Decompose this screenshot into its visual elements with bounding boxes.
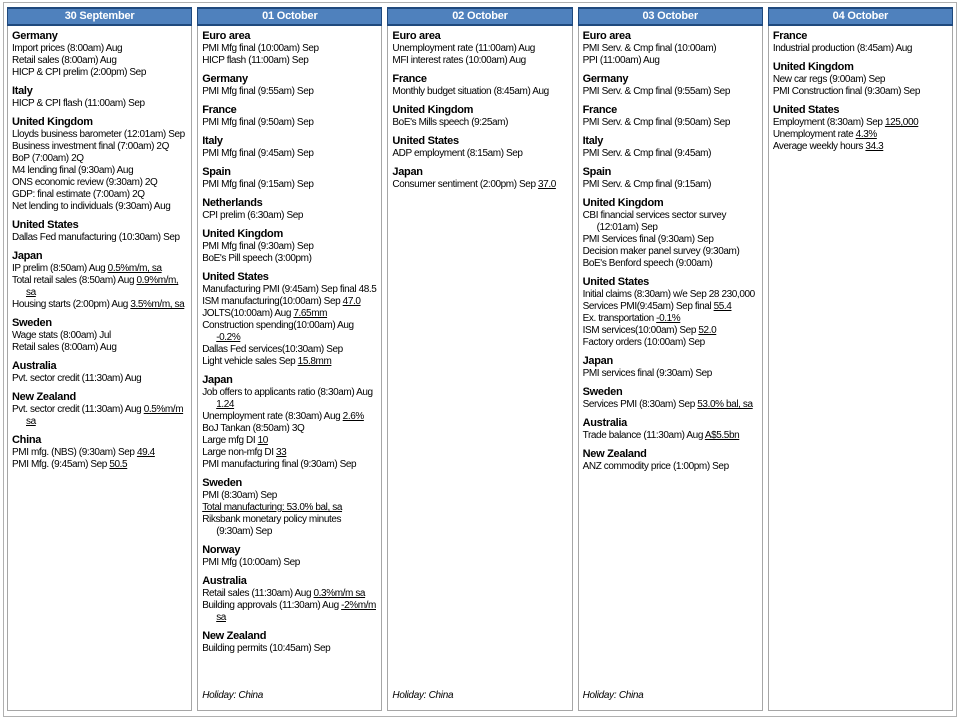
event-item: PMI Construction final (9:30am) Sep (772, 86, 920, 97)
event-value-underlined: 125,000 (884, 117, 919, 128)
event-item: ADP employment (8:15am) Sep (392, 148, 523, 159)
event-value-underlined: 47.0 (342, 296, 361, 307)
country-heading: Australia (582, 417, 627, 429)
event-item: PMI Mfg (10:00am) Sep (202, 557, 300, 568)
holiday-note: Holiday: China (582, 690, 644, 701)
event-value-underlined: -2%m/m sa (216, 600, 376, 623)
event-value-underlined: 3.5%m/m, sa (130, 299, 185, 310)
event-item: Dallas Fed manufacturing (10:30am) Sep (12, 232, 180, 243)
country-heading: Italy (582, 135, 604, 147)
event-item (202, 502, 378, 514)
day-header: 01 October (197, 7, 382, 26)
event-item: PMI Services final (9:30am) Sep (582, 234, 714, 245)
country-heading: Spain (202, 166, 231, 178)
event-item: ONS economic review (9:30am) 2Q (12, 177, 158, 188)
country-heading: New Zealand (582, 448, 647, 460)
country-section (12, 434, 188, 471)
country-section (392, 104, 568, 129)
event-item: IP prelim (8:50am) Aug 0.5%m/m, sa (12, 263, 162, 274)
event-value-underlined: 4.3% (855, 129, 877, 140)
country-section (12, 317, 188, 354)
event-item: JOLTS(10:00am) Aug 7.65mm (202, 308, 328, 319)
event-item: PMI Serv. & Cmp final (9:15am) (582, 179, 712, 190)
event-item: Industrial production (8:45am) Aug (772, 43, 913, 54)
country-section (202, 228, 378, 265)
event-value-underlined: 33 (276, 447, 287, 458)
country-section (583, 355, 759, 380)
country-section (202, 271, 378, 368)
day-column-5 (768, 7, 953, 711)
country-section (583, 276, 759, 349)
event-value-underlined: 7.65mm (293, 308, 328, 319)
event-item: Pvt. sector credit (11:30am) Aug 0.5%m/m sa (12, 404, 184, 427)
country-section (202, 477, 378, 538)
country-section (583, 166, 759, 191)
event-item: Monthly budget situation (8:45am) Aug (392, 86, 549, 97)
country-section (202, 544, 378, 569)
country-section (12, 116, 188, 213)
event-item: Job offers to applicants ratio (8:30am) Aug 1.24 (202, 387, 373, 410)
country-heading: Sweden (12, 317, 52, 329)
event-item: Unemployment rate (8:30am) Aug 2.6% (202, 411, 364, 422)
country-section (202, 630, 378, 655)
event-item: MFI interest rates (10:00am) Aug (392, 55, 526, 66)
event-value-underlined: 37.0 (538, 179, 556, 190)
country-heading: France (202, 104, 237, 116)
event-item: Large non-mfg DI 33 (202, 447, 287, 458)
country-section (202, 197, 378, 222)
day-body (7, 26, 192, 711)
country-heading: Germany (202, 73, 248, 85)
country-heading: United Kingdom (582, 197, 664, 209)
event-item: PMI Serv. & Cmp final (9:50am) Sep (582, 117, 730, 128)
event-item: Initial claims (8:30am) w/e Sep 28 230,000 (582, 289, 755, 300)
economic-calendar-table (3, 2, 957, 717)
country-heading: Sweden (582, 386, 623, 398)
event-item: HICP & CPI prelim (2:00pm) Sep (12, 67, 146, 78)
event-item: Services PMI(9:45am) Sep final 55.4 (582, 301, 732, 312)
event-item: PMI services final (9:30am) Sep (582, 368, 712, 379)
event-item: Wage stats (8:00am) Jul (12, 330, 111, 341)
event-value-underlined: 1.24 (216, 399, 235, 410)
country-heading: Japan (12, 250, 43, 262)
country-section (583, 135, 759, 160)
event-item: Services PMI (8:30am) Sep 53.0% bal, sa (582, 399, 753, 410)
country-heading: Australia (12, 360, 57, 372)
country-heading: Spain (582, 166, 612, 178)
country-heading: Australia (202, 575, 247, 587)
day-column-2 (197, 7, 382, 711)
event-item: Total retail sales (8:50am) Aug 0.9%m/m, sa (12, 275, 179, 298)
event-value-underlined: 49.4 (136, 447, 155, 458)
event-item: Light vehicle sales Sep 15.8mm (202, 356, 332, 367)
event-item: Average weekly hours 34.3 (772, 141, 884, 152)
event-item: Ex. transportation -0.1% (582, 313, 681, 324)
country-heading: United States (772, 104, 840, 116)
country-heading: Norway (202, 544, 241, 556)
country-section (12, 391, 188, 428)
country-heading: Sweden (202, 477, 242, 489)
event-value-underlined: A$5.5bn (704, 430, 740, 441)
event-value-underlined: -0.1% (656, 313, 681, 324)
event-item: PMI Serv. & Cmp final (9:45am) (582, 148, 712, 159)
country-heading: Germany (12, 30, 58, 42)
country-heading: United Kingdom (202, 228, 283, 240)
day-header: 04 October (768, 7, 953, 26)
country-heading: Euro area (202, 30, 251, 42)
event-item: PMI Mfg. (9:45am) Sep 50.5 (12, 459, 128, 470)
event-value-underlined: 10 (257, 435, 268, 446)
country-section (202, 73, 378, 98)
event-value-underlined: 0.5%m/m, sa (107, 263, 162, 274)
country-section (583, 73, 759, 98)
event-item: M4 lending final (9:30am) Aug (12, 165, 134, 176)
event-item: BoE's Mills speech (9:25am) (392, 117, 509, 128)
event-value-underlined: 53.0% bal, sa (697, 399, 753, 410)
country-section (583, 30, 759, 67)
event-item: Import prices (8:00am) Aug (12, 43, 123, 54)
country-heading: Netherlands (202, 197, 263, 209)
day-header: 02 October (387, 7, 572, 26)
event-item: Retail sales (8:00am) Aug (12, 342, 117, 353)
event-value-underlined: Total manufacturing: 53.0% bal, sa (202, 502, 343, 513)
event-item: Business investment final (7:00am) 2Q (12, 141, 169, 152)
event-value-underlined: 55.4 (713, 301, 732, 312)
event-item: PMI Mfg final (9:50am) Sep (202, 117, 314, 128)
event-item: Employment (8:30am) Sep 125,000 (772, 117, 919, 128)
country-heading: United States (202, 271, 269, 283)
event-value-underlined: 0.5%m/m sa (26, 404, 184, 427)
event-value-underlined: 15.8mm (297, 356, 332, 367)
country-section (583, 104, 759, 129)
country-section (773, 61, 949, 98)
country-section (392, 73, 568, 98)
event-item: ISM services(10:00am) Sep 52.0 (582, 325, 717, 336)
day-column-1 (7, 7, 192, 711)
event-item: Housing starts (2:00pm) Aug 3.5%m/m, sa (12, 299, 185, 310)
event-item: PMI Mfg final (9:55am) Sep (202, 86, 314, 97)
event-item: Unemployment rate 4.3% (772, 129, 877, 140)
country-section (12, 30, 188, 79)
day-body (197, 26, 382, 711)
event-item: Building permits (10:45am) Sep (202, 643, 331, 654)
event-item: Decision maker panel survey (9:30am) (582, 246, 740, 257)
event-value-underlined: -0.2% (216, 332, 241, 343)
country-section (12, 250, 188, 311)
holiday-note: Holiday: China (392, 690, 454, 701)
country-heading: United States (582, 276, 650, 288)
country-heading: France (772, 30, 808, 42)
country-heading: New Zealand (202, 630, 267, 642)
event-item: HICP & CPI flash (11:00am) Sep (12, 98, 145, 109)
event-item: Construction spending(10:00am) Aug -0.2% (202, 320, 354, 343)
event-item: Pvt. sector credit (11:30am) Aug (12, 373, 142, 384)
event-item: Large mfg DI 10 (202, 435, 268, 446)
event-item: PMI Mfg final (9:15am) Sep (202, 179, 314, 190)
event-value-underlined: 0.3%m/m sa (313, 588, 366, 599)
country-section (12, 219, 188, 244)
country-heading: New Zealand (12, 391, 76, 403)
event-item: Consumer sentiment (2:00pm) Sep 37.0 (392, 179, 556, 190)
event-item: CBI financial services sector survey (12:01am) Sep (582, 210, 727, 233)
event-item: Net lending to individuals (9:30am) Aug (12, 201, 171, 212)
country-heading: Euro area (392, 30, 441, 42)
event-item: Lloyds business barometer (12:01am) Sep (12, 129, 185, 140)
event-item: PMI manufacturing final (9:30am) Sep (202, 459, 357, 470)
country-section (202, 135, 378, 160)
country-heading: United Kingdom (392, 104, 474, 116)
event-item: Trade balance (11:30am) Aug A$5.5bn (582, 430, 740, 441)
event-item: Dallas Fed services(10:30am) Sep (202, 344, 343, 355)
country-section (202, 166, 378, 191)
event-item: PMI (8:30am) Sep (202, 490, 277, 501)
event-item: ANZ commodity price (1:00pm) Sep (582, 461, 729, 472)
country-section (12, 85, 188, 110)
event-item: Retail sales (11:30am) Aug 0.3%m/m sa (202, 588, 366, 599)
day-header: 30 September (7, 7, 192, 26)
country-section (583, 386, 759, 411)
event-item: PMI mfg. (NBS) (9:30am) Sep 49.4 (12, 447, 155, 458)
event-item: New car regs (9:00am) Sep (772, 74, 886, 85)
event-item: CPI prelim (6:30am) Sep (202, 210, 304, 221)
event-item: BoJ Tankan (8:50am) 3Q (202, 423, 305, 434)
country-heading: Japan (202, 374, 233, 386)
event-item: PPI (11:00am) Aug (582, 55, 660, 66)
country-section (773, 104, 949, 153)
event-item: PMI Serv. & Cmp final (10:00am) (582, 43, 717, 54)
event-item: Unemployment rate (11:00am) Aug (392, 43, 535, 54)
event-item: PMI Mfg final (9:30am) Sep (202, 241, 314, 252)
holiday-note: Holiday: China (202, 690, 264, 701)
event-item: BoE's Pill speech (3:00pm) (202, 253, 312, 264)
day-body (578, 26, 763, 711)
country-heading: United Kingdom (772, 61, 854, 73)
event-item: HICP flash (11:00am) Sep (202, 55, 309, 66)
country-section (583, 197, 759, 270)
event-item: PMI Mfg final (10:00am) Sep (202, 43, 319, 54)
country-section (202, 575, 378, 624)
country-heading: France (392, 73, 427, 85)
country-section (583, 417, 759, 442)
event-item: Riksbank monetary policy minutes (9:30am) Sep (202, 514, 342, 537)
event-item: GDP: final estimate (7:00am) 2Q (12, 189, 145, 200)
event-item: PMI Serv. & Cmp final (9:55am) Sep (582, 86, 730, 97)
event-item: Factory orders (10:00am) Sep (582, 337, 705, 348)
day-header: 03 October (578, 7, 763, 26)
day-body (387, 26, 572, 711)
country-heading: France (582, 104, 617, 116)
day-column-3 (387, 7, 572, 711)
country-section (583, 448, 759, 473)
country-heading: Italy (202, 135, 223, 147)
day-body (768, 26, 953, 711)
country-heading: Japan (582, 355, 613, 367)
event-value-underlined: 50.5 (109, 459, 128, 470)
event-item: Building approvals (11:30am) Aug -2%m/m sa (202, 600, 376, 623)
event-item: Retail sales (8:00am) Aug (12, 55, 117, 66)
country-section (202, 104, 378, 129)
country-section (773, 30, 949, 55)
country-heading: United States (392, 135, 459, 147)
day-column-4 (578, 7, 763, 711)
event-value-underlined: 2.6% (342, 411, 364, 422)
country-section (392, 166, 568, 191)
event-value-underlined: 52.0 (698, 325, 717, 336)
event-value-underlined: 34.3 (865, 141, 884, 152)
event-value-underlined: 0.9%m/m, sa (26, 275, 179, 298)
country-section (202, 30, 378, 67)
country-heading: Germany (582, 73, 629, 85)
country-heading: Euro area (582, 30, 631, 42)
country-heading: Japan (392, 166, 423, 178)
country-section (12, 360, 188, 385)
country-section (392, 135, 568, 160)
country-section (202, 374, 378, 471)
event-item: Manufacturing PMI (9:45am) Sep final 48.5 (202, 284, 377, 295)
event-item: BoE's Benford speech (9:00am) (582, 258, 713, 269)
event-item: PMI Mfg final (9:45am) Sep (202, 148, 314, 159)
country-section (392, 30, 568, 67)
country-heading: United Kingdom (12, 116, 93, 128)
country-heading: China (12, 434, 42, 446)
country-heading: Italy (12, 85, 33, 97)
country-heading: United States (12, 219, 79, 231)
event-item: ISM manufacturing(10:00am) Sep 47.0 (202, 296, 361, 307)
event-item: BoP (7:00am) 2Q (12, 153, 84, 164)
